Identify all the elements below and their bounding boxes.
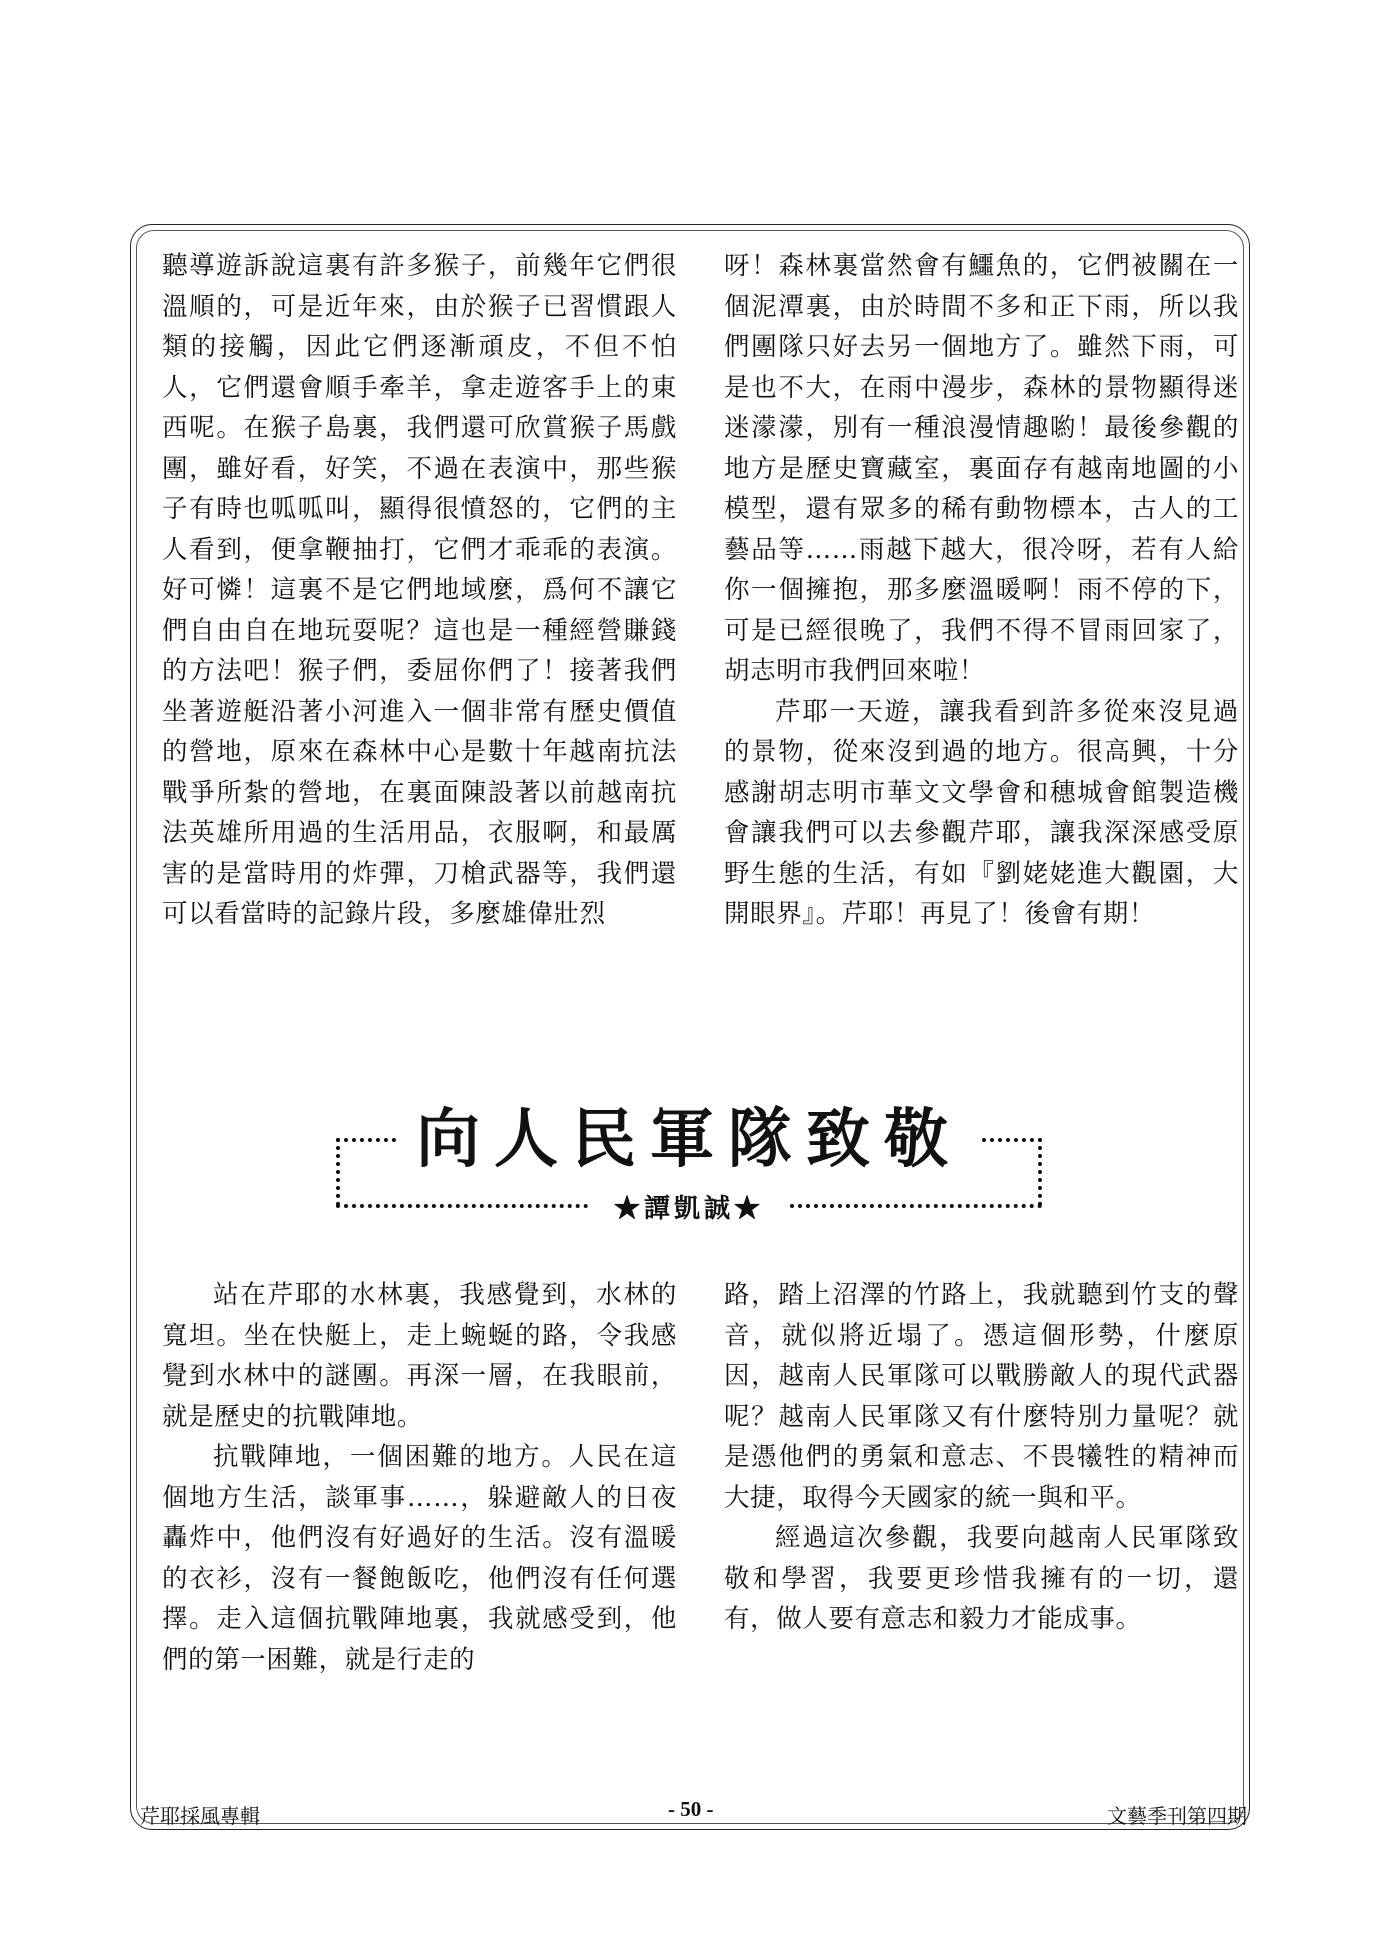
paragraph: 經過這次參觀，我要向越南人民軍隊致敬和學習，我要更珍惜我擁有的一切，還有，做人要有意志和毅力才能成事。 [724,1523,1239,1634]
paragraph: 呀！森林裏當然會有鱷魚的，它們被關在一個泥潭裏，由於時間不多和正下雨，所以我們團隊只好去另一個地方了。雖然下雨，可是也不大，在雨中漫步，森林的景物顯得迷迷濛濛，別有一種浪漫情趣喲！最後參觀的地方是歷史寶藏室，裏面存有越南地圖的小模型，還有眾多的稀有動物標本，古人的工藝品等……雨越下越大，很冷呀，若有人給你一個擁抱，那多麼溫暖啊！雨不停的下，可是已經很晚了，我們不得不冒雨回家了，胡志明市我們回來啦！ [724,251,1239,686]
article-title: 向人民軍隊致敬 [416,1102,962,1177]
article2-heading [336,1080,1042,1230]
paragraph: 抗戰陣地，一個困難的地方。人民在這個地方生活，談軍事……，躲避敵人的日夜轟炸中，他們沒有好過好的生活。沒有溫暖的衣衫，沒有一餐飽飯吃，他們沒有任何選擇。走入這個抗戰陣地裏，我就感受到，他們的第一困難，就是行走的 [162,1442,677,1675]
footer-section-name: 芹耶採風專輯 [140,1804,260,1828]
paragraph: 芹耶一天遊，讓我看到許多從來沒見過的景物，從來沒到過的地方。很高興，十分感謝胡志明市華文文學會和穗城會館製造機會讓我們可以去參觀芹耶，讓我深深感受原野生態的生活，有如『劉姥姥進大觀園，大開眼界』。芹耶！再見了！後會有期！ [724,696,1239,929]
article1-column-left [162,246,677,935]
paragraph: 聽導遊訴說這裏有許多猴子，前幾年它們很溫順的，可是近年來，由於猴子已習慣跟人類的接觸，因此它們逐漸頑皮，不但不怕人，它們還會順手牽羊，拿走遊客手上的東西呢。在猴子島裏，我們還可欣賞猴子馬戲團，雖好看，好笑，不過在表演中，那些猴子有時也呱呱叫，顯得很憤怒的，它們的主人看到，便拿鞭抽打，它們才乖乖的表演。好可憐！這裏不是它們地域麼，爲何不讓它們自由自在地玩耍呢？這也是一種經營賺錢的方法吧！猴子們，委屈你們了！接著我們坐著遊艇沿著小河進入一個非常有歷史價值的營地，原來在森林中心是數十年越南抗法戰爭所紮的營地，在裏面陳設著以前越南抗法英雄所用過的生活用品，衣服啊，和最厲害的是當時用的炸彈，刀槍武器等，我們還可以看當時的記錄片段，多麼雄偉壯烈 [162,251,677,929]
page-number: - 50 - [668,1797,714,1821]
article2-column-left [162,1275,677,1680]
article1-column-right [724,246,1239,935]
article-author: ★譚凱誠★ [613,1194,764,1224]
paragraph: 路，踏上沼澤的竹路上，我就聽到竹支的聲音，就似將近塌了。憑這個形勢，什麼原因，越南人民軍隊可以戰勝敵人的現代武器呢？越南人民軍隊又有什麼特別力量呢？就是憑他們的勇氣和意志、不畏犧牲的精神而大捷，取得今天國家的統一與和平。 [724,1280,1239,1513]
footer-publication: 文藝季刊第四期 [1107,1804,1247,1828]
paragraph: 站在芹耶的水林裏，我感覺到，水林的寬坦。坐在快艇上，走上蜿蜒的路，令我感覺到水林中的謎團。再深一層，在我眼前，就是歷史的抗戰陣地。 [162,1280,677,1432]
article2-column-right [724,1275,1239,1640]
